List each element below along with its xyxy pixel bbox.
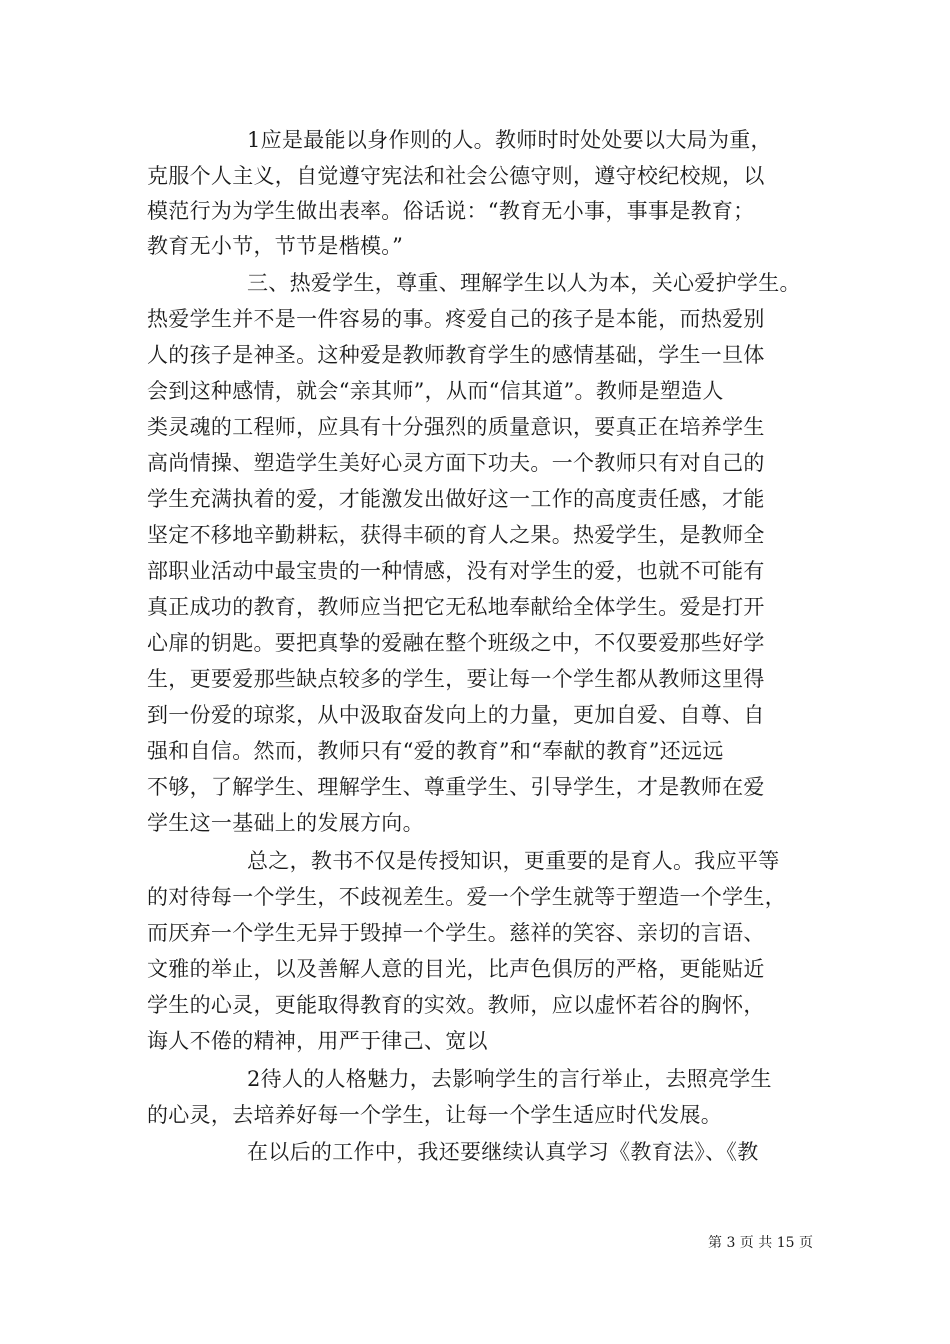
text-line: 三、热爱学生，尊重、理解学生以人为本，关心爱护学生。 xyxy=(247,271,801,295)
text-line: 的对待每一个学生，不歧视差生。爱一个学生就等于塑造一个学生， xyxy=(147,885,786,909)
text-line: 强和自信。然而，教师只有“爱的教育”和“奉献的教育”还远远 xyxy=(147,739,724,763)
page-number: 第 3 页 共 15 页 xyxy=(708,1235,813,1251)
text-line: 部职业活动中最宝贵的一种情感，没有对学生的爱，也就不可能有 xyxy=(147,559,765,583)
text-line: 真正成功的教育，教师应当把它无私地奉献给全体学生。爱是打开 xyxy=(147,595,765,619)
text-line: 会到这种感情，就会“亲其师”，从而“信其道”。教师是塑造人 xyxy=(147,379,724,403)
text-line: 坚定不移地辛勤耕耘，获得丰硕的育人之果。热爱学生，是教师全 xyxy=(147,523,765,547)
text-line: 文雅的举止，以及善解人意的目光，比声色俱厉的严格，更能贴近 xyxy=(147,957,765,981)
text-line: 克服个人主义，自觉遵守宪法和社会公德守则，遵守校纪校规，以 xyxy=(147,164,765,188)
text-line: 不够，了解学生、理解学生、尊重学生、引导学生，才是教师在爱 xyxy=(147,775,765,799)
text-line: 类灵魂的工程师，应具有十分强烈的质量意识，要真正在培养学生 xyxy=(147,415,765,439)
text-line: 学生的心灵，更能取得教育的实效。教师，应以虚怀若谷的胸怀， xyxy=(147,993,765,1017)
text-line: 模范行为为学生做出表率。俗话说：“教育无小事，事事是教育； xyxy=(147,199,755,223)
text-line: 学生这一基础上的发展方向。 xyxy=(147,811,424,835)
text-line: 高尚情操、塑造学生美好心灵方面下功夫。一个教师只有对自己的 xyxy=(147,451,765,475)
text-line: 总之，教书不仅是传授知识，更重要的是育人。我应平等 xyxy=(247,849,780,873)
text-line: 而厌弃一个学生无异于毁掉一个学生。慈祥的笑容、亲切的言语、 xyxy=(147,921,765,945)
text-line: 热爱学生并不是一件容易的事。疼爱自己的孩子是本能，而热爱别 xyxy=(147,307,765,331)
text-line: 诲人不倦的精神，用严于律己、宽以 xyxy=(147,1029,488,1053)
text-line: 的心灵，去培养好每一个学生，让每一个学生适应时代发展。 xyxy=(147,1103,723,1127)
text-line: 2待人的人格魅力，去影响学生的言行举止，去照亮学生 xyxy=(247,1067,772,1091)
text-line: 学生充满执着的爱，才能激发出做好这一工作的高度责任感，才能 xyxy=(147,487,765,511)
text-line: 教育无小节，节节是楷模。” xyxy=(147,234,404,258)
text-line: 1应是最能以身作则的人。教师时时处处要以大局为重， xyxy=(247,128,772,152)
text-line: 人的孩子是神圣。这种爱是教师教育学生的感情基础，学生一旦体 xyxy=(147,343,765,367)
text-line: 生，更要爱那些缺点较多的学生，要让每一个学生都从教师这里得 xyxy=(147,667,765,691)
text-line: 在以后的工作中，我还要继续认真学习《教育法》、《教 xyxy=(247,1140,759,1164)
text-line: 到一份爱的琼浆，从中汲取奋发向上的力量，更加自爱、自尊、自 xyxy=(147,703,765,727)
text-line: 心扉的钥匙。要把真挚的爱融在整个班级之中，不仅要爱那些好学 xyxy=(147,631,765,655)
